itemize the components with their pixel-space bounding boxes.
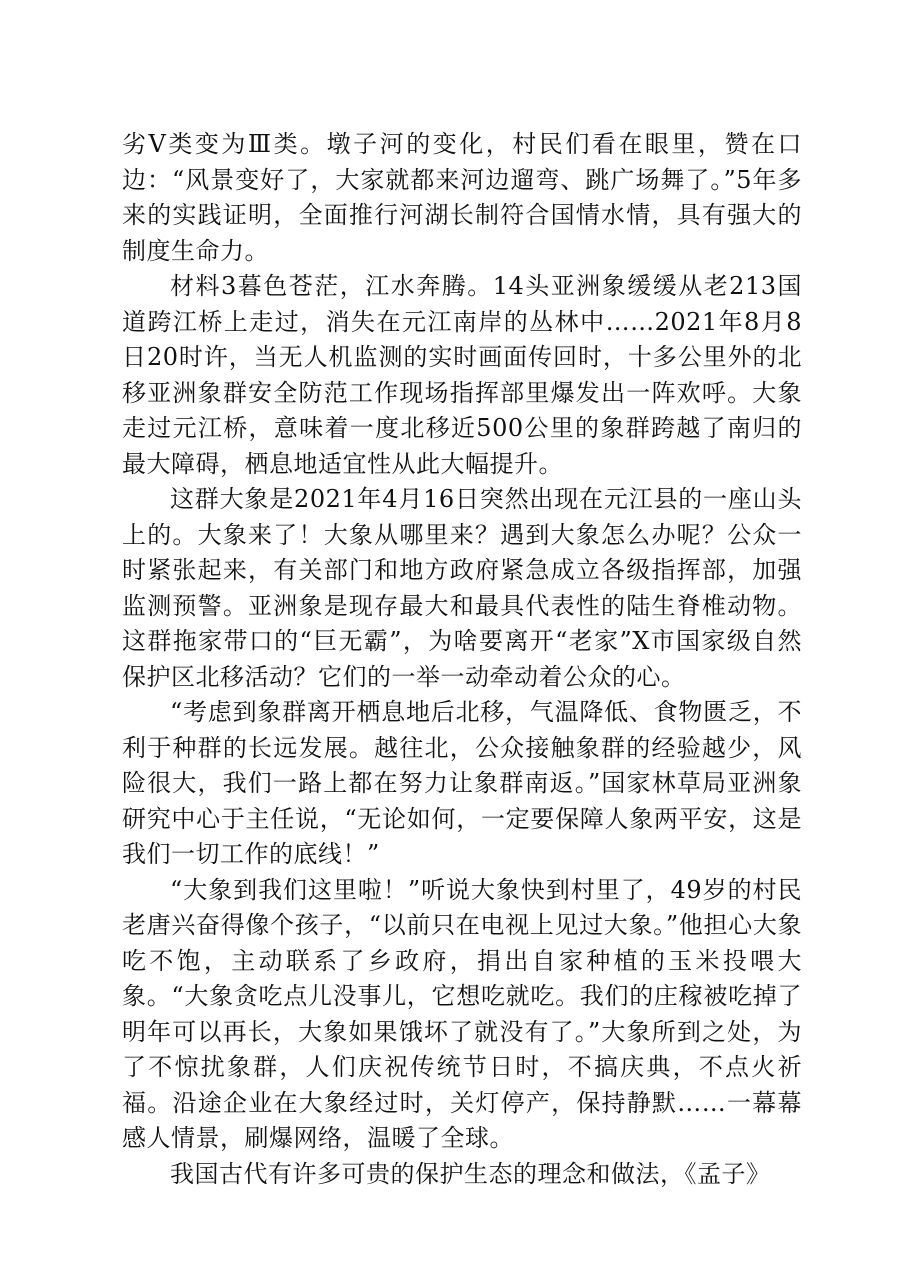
- document-body: [122, 127, 802, 1192]
- paragraph-material-3: 材料3暮色苍茫，江水奔腾。14头亚洲象缓缓从老213国道跨江桥上走过，消失在元江南岸的丛林中……2021年8月8日20时许，当无人机监测的实时画面传回时，十多公里外的北移亚洲象群安全防范工作现场指挥部里爆发出一阵欢呼。大象走过元江桥，意味着一度北移近500公里的象群跨越了南归的最大障碍，栖息地适宜性从此大幅提升。: [122, 272, 802, 478]
- paragraph-ancient-ideas: 我国古代有许多可贵的保护生态的理念和做法，《孟子》: [170, 1159, 771, 1188]
- paragraph-river-continuation: 劣Ⅴ类变为Ⅲ类。墩子河的变化，村民们看在眼里，赞在口边：“风景变好了，大家就都来河边遛弯、跳广场舞了。”5年多来的实践证明，全面推行河湖长制符合国情水情，具有强大的制度生命力。: [122, 130, 802, 265]
- paragraph-villager-tang: “大象到我们这里啦！”听说大象快到村里了，49岁的村民老唐兴奋得像个孩子，“以前只在电视上见过大象。”他担心大象吃不饱，主动联系了乡政府，捐出自家种植的玉米投喂大象。“大象贪吃点儿没事儿，它想吃就吃。我们的庄稼被吃掉了明年可以再长，大象如果饿坏了就没有了。”大象所到之处，为了不惊扰象群，人们庆祝传统节日时，不搞庆典，不点火祈福。沿途企业在大象经过时，关灯停产，保持静默……一幕幕感人情景，刷爆网络，温暖了全球。: [122, 875, 802, 1152]
- paragraph-elephants-appear: 这群大象是2021年4月16日突然出现在元江县的一座山头上的。大象来了！大象从哪里来？遇到大象怎么办呢？公众一时紧张起来，有关部门和地方政府紧急成立各级指挥部，加强监测预警。亚洲象是现存最大和最具代表性的陆生脊椎动物。这群拖家带口的“巨无霸”，为啥要离开“老家”X市国家级自然保护区北移活动？它们的一举一动牵动着公众的心。: [122, 485, 802, 691]
- paragraph-director-quote: “考虑到象群离开栖息地后北移，气温降低、食物匮乏，不利于种群的长远发展。越往北，公众接触象群的经验越少，风险很大，我们一路上都在努力让象群南返。”国家林草局亚洲象研究中心于主任说，“无论如何，一定要保障人象两平安，这是我们一切工作的底线！”: [122, 698, 802, 868]
